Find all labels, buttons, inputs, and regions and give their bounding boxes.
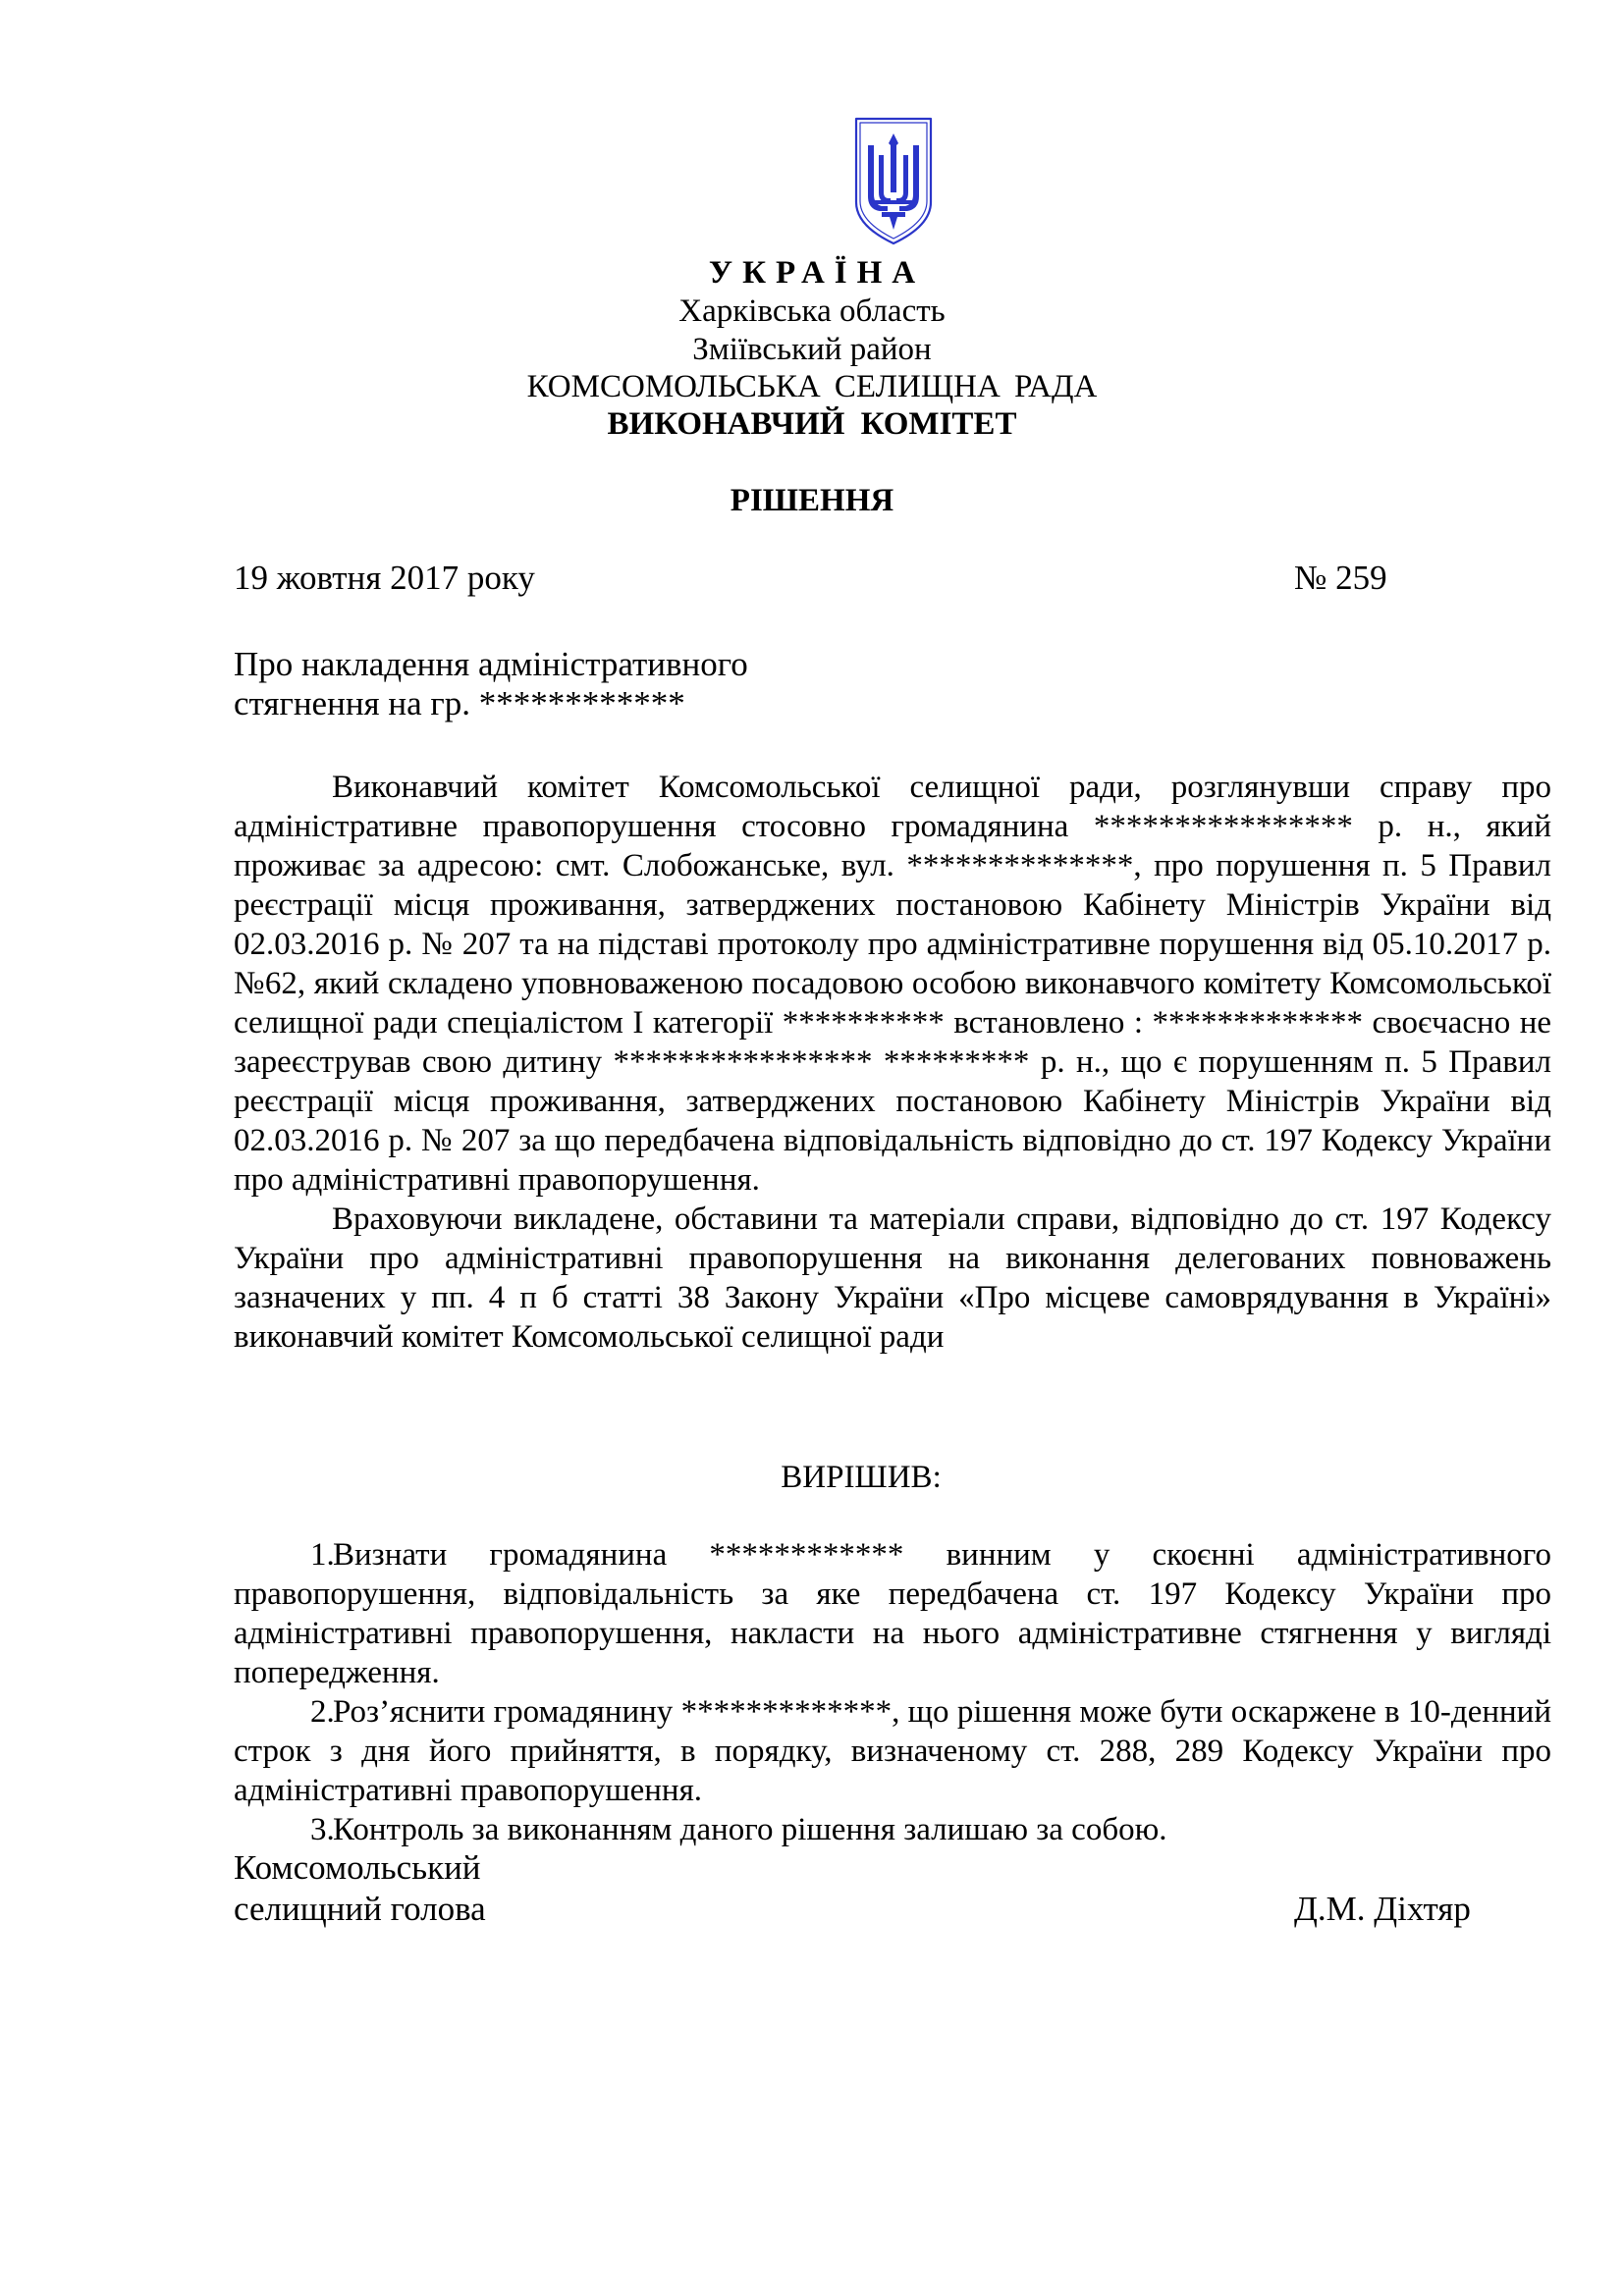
decision-item — [234, 1810, 1551, 1849]
decision-number: № 259 — [1294, 559, 1387, 597]
decision-item-number: 1. — [310, 1537, 335, 1573]
country-name: УКРАЇНА — [708, 255, 926, 291]
decided-heading: ВИРІШИВ: — [781, 1460, 942, 1495]
committee-name: ВИКОНАВЧИЙ КОМІТЕТ — [607, 406, 1017, 442]
signatory-title — [234, 1847, 486, 1930]
subject-line: Про накладення адміністративного — [234, 645, 748, 683]
decision-item-number: 2. — [310, 1694, 335, 1730]
signatory-name: Д.М. Діхтяр — [1294, 1890, 1471, 1928]
decision-item-text: Визнати громадянина ************ винним у скоєнні адміністративного правопорушення, відповідальність за яке передбачена ст. 197 Кодексу України про адміністративні правопорушення, накласти на нього адміністративне стягнення у вигляді попередження. — [234, 1537, 1551, 1690]
decision-item-number: 3. — [310, 1812, 335, 1847]
subject-line: стягнення на гр. ************ — [234, 684, 685, 722]
decision-date: 19 жовтня 2017 року — [234, 559, 535, 597]
signatory-title-line: Комсомольський — [234, 1848, 481, 1887]
decision-item-text: Контроль за виконанням даного рішення залишаю за собою. — [333, 1812, 1167, 1847]
document-type: РІШЕННЯ — [730, 483, 894, 518]
region-name: Харківська область — [678, 294, 946, 329]
decision-item — [234, 1692, 1551, 1810]
decision-item-text: Роз’яснити громадянину *************, що рішення може бути оскаржене в 10-денний строк з дня його прийняття, в порядку, визначеному ст. 288, 289 Кодексу України про адміністративні правопорушення. — [234, 1694, 1551, 1808]
body-paragraph: Виконавчий комітет Комсомольської селищної ради, розглянувши справу про адміністративне правопорушення стосовно громадянина **************** р. н., який проживає за адресою: смт. Слобожанське, вул. **************, про порушення п. 5 Правил реєстрації місця проживання, затверджених постановою Кабінету Міністрів України від 02.03.2016 р. № 207 та на підставі протоколу про адміністративне порушення від 05.10.2017 р. №62, який складено уповноваженою посадовою особою виконавчого комітету Комсомольської селищної ради спеціалістом І категорії ********** встановлено : ************* своєчасно не зареєстрував свою дитину **************** ********* р. н., що є порушенням п. 5 Правил реєстрації місця проживання, затверджених постановою Кабінету Міністрів України від 02.03.2016 р. № 207 за що передбачена відповідальність відповідно до ст. 197 Кодексу України про адміністративні правопорушення. — [234, 770, 1551, 1198]
decision-body — [234, 768, 1551, 1357]
district-name: Зміївський район — [692, 332, 932, 367]
decision-subject — [234, 645, 941, 723]
coat-of-arms-of-ukraine-icon — [852, 116, 935, 246]
signatory-title-line: селищний голова — [234, 1890, 486, 1928]
decision-list — [234, 1535, 1551, 1849]
body-paragraph: Враховуючи викладене, обставини та матеріали справи, відповідно до ст. 197 Кодексу України про адміністративні правопорушення на виконання делегованих повноважень зазначених у пп. 4 п б статті 38 Закону України «Про місцеве самоврядування в Україні» виконавчий комітет Комсомольської селищної ради — [234, 1201, 1551, 1355]
decision-item — [234, 1535, 1551, 1692]
council-name: КОМСОМОЛЬСЬКА СЕЛИЩНА РАДА — [526, 369, 1098, 404]
